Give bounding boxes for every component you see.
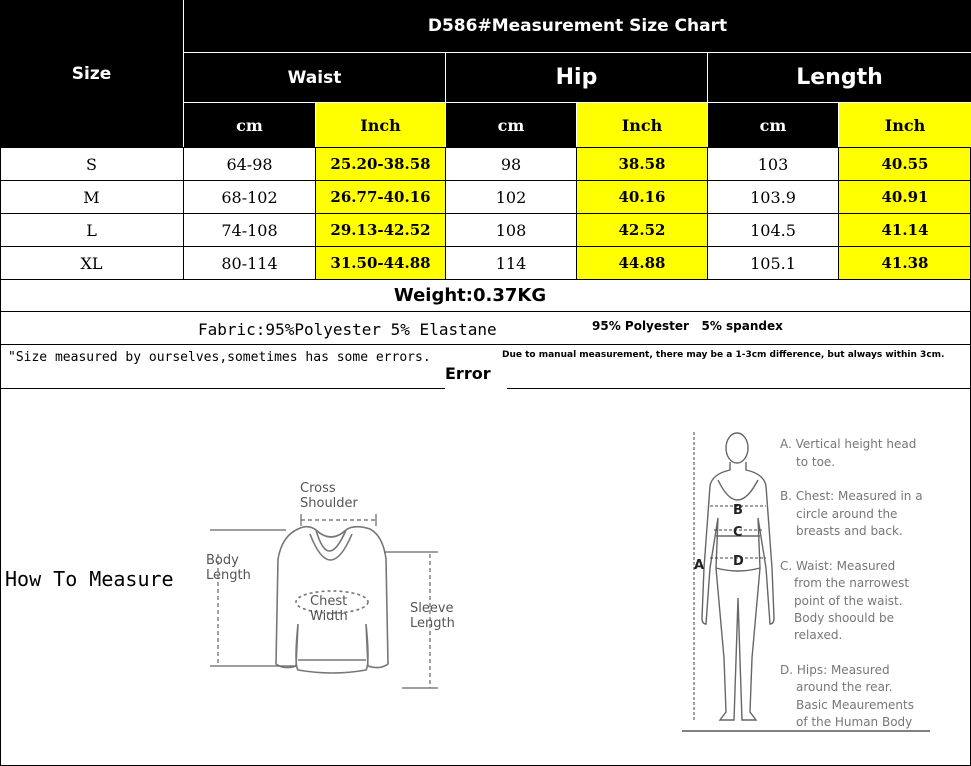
body-note-b: breasts and back. bbox=[796, 524, 903, 538]
waist-cm-header: cm bbox=[236, 115, 263, 135]
table-cell-waist-cm: 80-114 bbox=[221, 253, 278, 273]
table-cell-waist-inch: 26.77-40.16 bbox=[316, 181, 445, 213]
table-row-size: L bbox=[86, 220, 97, 240]
note-alt-text: Due to manual measurement, there may be a 1-3cm difference, but always within 3cm. bbox=[502, 350, 945, 360]
sleeve-length-label: Length bbox=[410, 616, 455, 631]
body-note-c: from the narrowest bbox=[794, 576, 910, 590]
chart-title: D586#Measurement Size Chart bbox=[427, 16, 728, 36]
waist-inch-header: Inch bbox=[316, 103, 445, 147]
how-to-measure-title: How To Measure bbox=[5, 567, 174, 591]
fabric-alt-text: 95% Polyester 5% spandex bbox=[592, 319, 783, 333]
size-header: Size bbox=[71, 63, 112, 84]
body-note-c: C. Waist: Measured bbox=[780, 559, 896, 573]
length-cm-header: cm bbox=[759, 115, 787, 135]
table-cell-waist-inch: 31.50-44.88 bbox=[316, 247, 445, 279]
table-cell-hip-inch: 44.88 bbox=[577, 247, 707, 279]
table-cell-length-cm: 104.5 bbox=[750, 220, 796, 240]
body-diagram bbox=[680, 428, 970, 736]
cross-shoulder-label: Shoulder bbox=[300, 496, 358, 511]
table-row-size: S bbox=[86, 154, 97, 174]
table-cell-length-cm: 103.9 bbox=[750, 187, 796, 207]
table-cell-length-inch: 41.38 bbox=[839, 247, 971, 279]
table-cell-length-inch: 41.14 bbox=[839, 214, 971, 246]
fabric-text: Fabric:95%Polyester 5% Elastane bbox=[198, 320, 497, 339]
sleeve-length-label: Sleeve bbox=[410, 601, 454, 616]
table-cell-hip-cm: 98 bbox=[500, 154, 522, 174]
body-length-label: Body bbox=[206, 553, 239, 568]
body-label-b: B bbox=[733, 503, 743, 518]
table-cell-length-inch: 40.91 bbox=[839, 181, 971, 213]
body-note-c: point of the waist. bbox=[794, 594, 903, 608]
table-row-size: M bbox=[83, 187, 100, 207]
chest-width-label: Width bbox=[310, 609, 348, 624]
body-length-label: Length bbox=[206, 568, 251, 583]
hip-inch-header: Inch bbox=[577, 103, 707, 147]
table-cell-waist-cm: 64-98 bbox=[226, 154, 273, 174]
body-note-d: around the rear. bbox=[796, 680, 893, 694]
table-cell-length-cm: 105.1 bbox=[750, 253, 796, 273]
body-note-b: B. Chest: Measured in a bbox=[780, 489, 923, 503]
table-cell-waist-inch: 25.20-38.58 bbox=[316, 148, 445, 180]
table-row-size: XL bbox=[80, 253, 103, 273]
table-cell-hip-cm: 108 bbox=[495, 220, 527, 240]
body-note-c: Body shoould be bbox=[794, 611, 895, 625]
table-cell-waist-cm: 74-108 bbox=[221, 220, 278, 240]
body-label-d: D bbox=[733, 554, 744, 569]
table-cell-length-cm: 103 bbox=[757, 154, 789, 174]
body-note-b: circle around the bbox=[796, 507, 898, 521]
body-label-a: A bbox=[694, 558, 705, 573]
length-header: Length bbox=[796, 65, 883, 90]
body-note-d: Basic Meaurements bbox=[796, 698, 914, 712]
chest-width-label: Chest bbox=[310, 594, 348, 609]
garment-diagram bbox=[198, 474, 468, 696]
table-cell-hip-inch: 40.16 bbox=[577, 181, 707, 213]
hip-header: Hip bbox=[555, 65, 598, 90]
table-cell-hip-inch: 38.58 bbox=[577, 148, 707, 180]
weight-text: Weight:0.37KG bbox=[393, 284, 547, 306]
body-note-c: relaxed. bbox=[794, 628, 843, 642]
table-cell-waist-cm: 68-102 bbox=[221, 187, 278, 207]
table-cell-length-inch: 40.55 bbox=[839, 148, 971, 180]
body-note-a: to toe. bbox=[796, 455, 836, 469]
table-cell-waist-inch: 29.13-42.52 bbox=[316, 214, 445, 246]
cross-shoulder-label: Cross bbox=[300, 481, 336, 496]
table-cell-hip-cm: 114 bbox=[495, 253, 527, 273]
table-cell-hip-inch: 42.52 bbox=[577, 214, 707, 246]
body-note-a: A. Vertical height head bbox=[780, 437, 917, 451]
waist-header: Waist bbox=[287, 67, 342, 88]
body-note-d: of the Human Body bbox=[796, 715, 913, 729]
length-inch-header: Inch bbox=[839, 103, 971, 147]
table-cell-hip-cm: 102 bbox=[495, 187, 527, 207]
note-text: "Size measured by ourselves,sometimes has some errors. bbox=[8, 350, 431, 365]
body-note-d: D. Hips: Measured bbox=[780, 663, 890, 677]
body-label-c: C bbox=[733, 525, 743, 540]
error-label: Error bbox=[445, 364, 491, 383]
hip-cm-header: cm bbox=[497, 115, 525, 135]
